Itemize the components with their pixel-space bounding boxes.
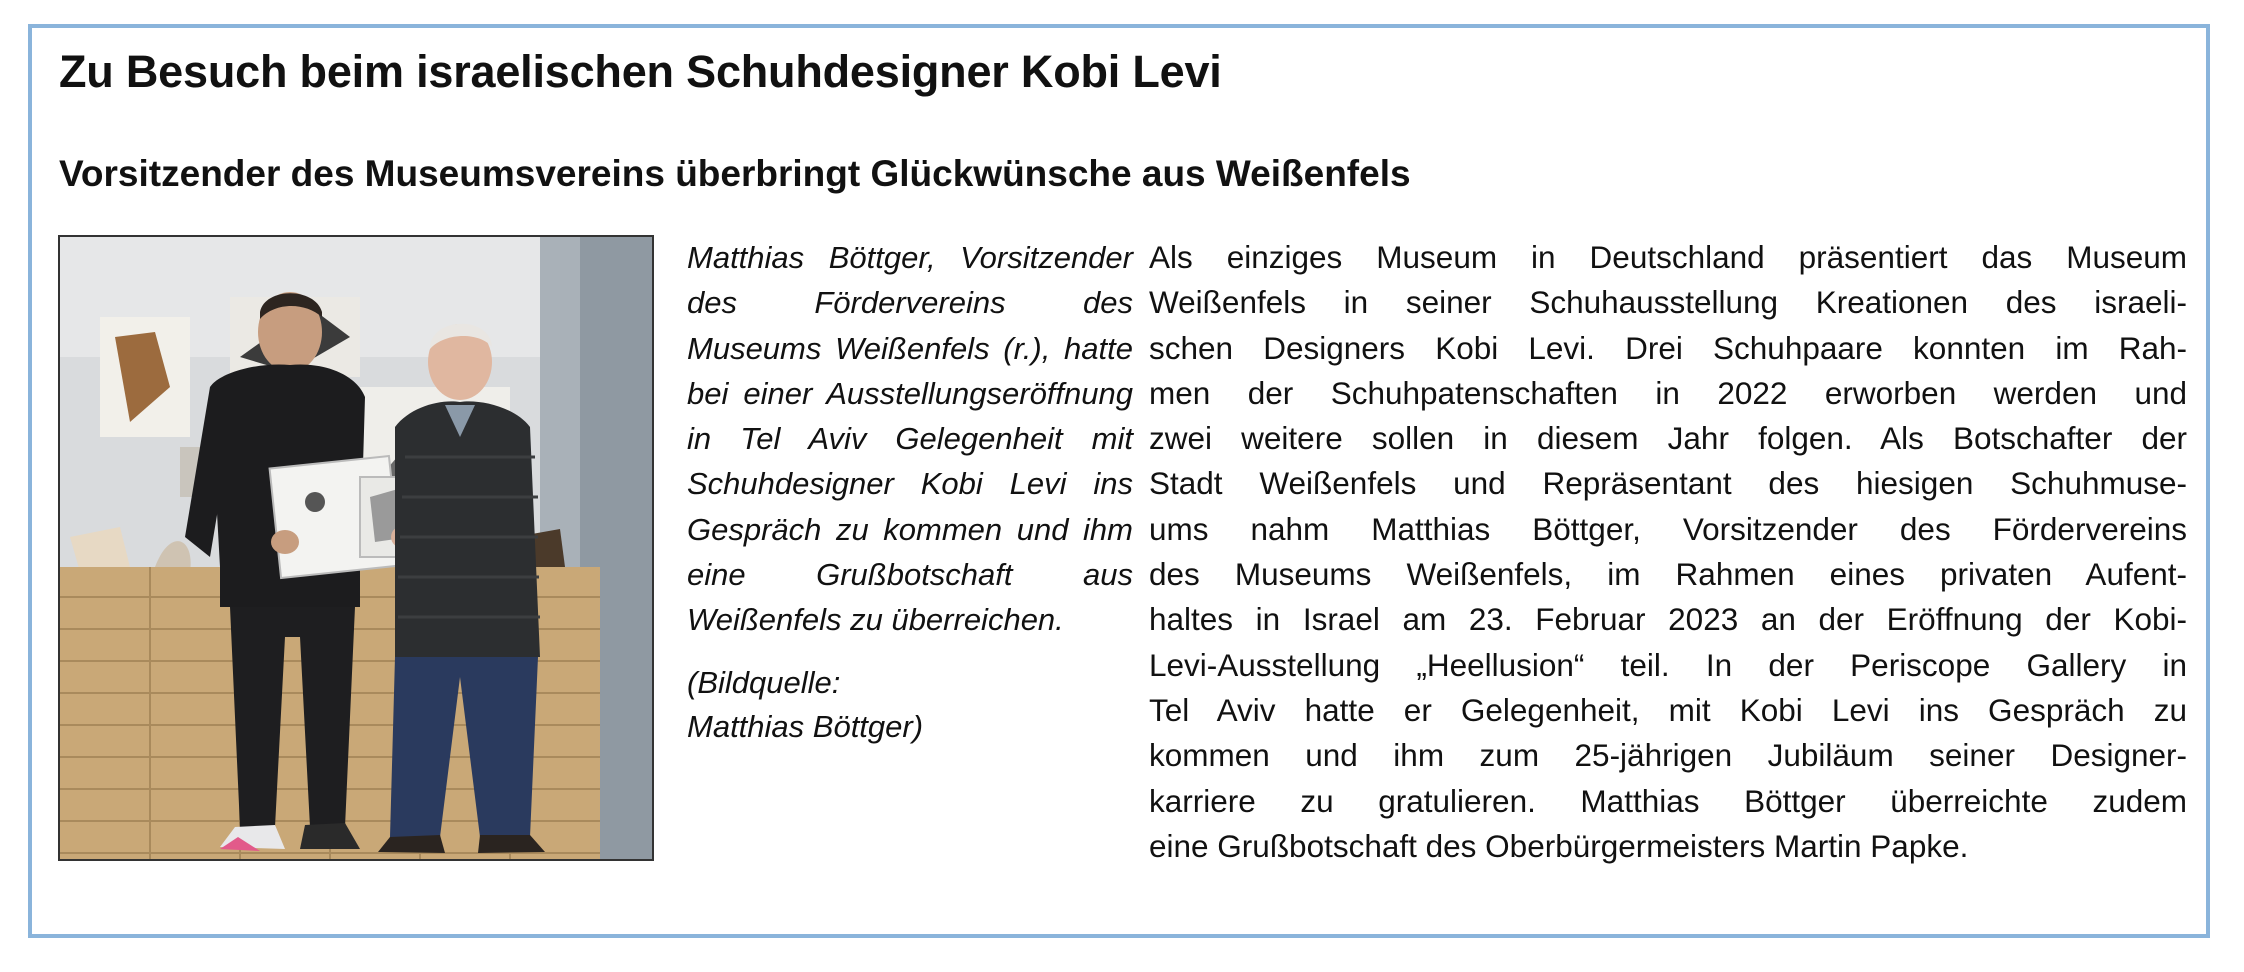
photo-credit	[687, 661, 1133, 749]
headline: Zu Besuch beim israelischen Schuhdesigner Kobi Levi	[59, 46, 1222, 97]
subheadline: Vorsitzender des Museumsvereins überbringt Glückwünsche aus Weißenfels	[59, 153, 1411, 194]
body-line: eine Grußbotschaft des Oberbürgermeisters Martin Papke.	[1149, 827, 1969, 864]
body-line: Weißenfels in seiner Schuhausstellung Kreationen des israeli-	[1149, 284, 2187, 321]
photo-illustration	[60, 237, 652, 859]
body-line: kommen und ihm zum 25-jährigen Jubiläum seiner Designer-	[1149, 737, 2187, 774]
photo-credit-line-2: Matthias Böttger)	[687, 708, 924, 744]
body-line: men der Schuhpatenschaften in 2022 erworben werden und	[1149, 374, 2187, 411]
caption-text: Matthias Böttger, Vorsitzender des Fördervereins des Museums Weißenfels (r.), hatte bei einer Ausstellungseröffnung in Tel Aviv Gelegenheit mit Schuhdesigner Kobi Levi ins Gespräch zu kommen und ihm eine Grußbotschaft aus Weißenfels zu überreichen.	[687, 240, 1133, 638]
body-line: des Museums Weißenfels, im Rahmen eines privaten Aufent-	[1149, 556, 2187, 593]
body-line: Tel Aviv hatte er Gelegenheit, mit Kobi Levi ins Gespräch zu	[1149, 691, 2187, 728]
body-line: karriere zu gratulieren. Matthias Böttger überreichte zudem	[1149, 782, 2187, 819]
article-photo	[58, 235, 654, 861]
body-line: Levi-Ausstellung „Heellusion“ teil. In der Periscope Gallery in	[1149, 646, 2187, 683]
body-line: haltes in Israel am 23. Februar 2023 an der Eröffnung der Kobi-	[1149, 601, 2187, 638]
article-body	[1149, 235, 2187, 869]
body-line: Stadt Weißenfels und Repräsentant des hiesigen Schuhmuse-	[1149, 465, 2187, 502]
body-line: Als einziges Museum in Deutschland präsentiert das Museum	[1149, 239, 2187, 275]
body-line: schen Designers Kobi Levi. Drei Schuhpaare konnten im Rah-	[1149, 329, 2187, 366]
article-box	[28, 24, 2210, 938]
body-line: ums nahm Matthias Böttger, Vorsitzender des Fördervereins	[1149, 510, 2187, 547]
photo-caption	[687, 235, 1133, 749]
body-line: zwei weitere sollen in diesem Jahr folgen. Als Botschafter der	[1149, 420, 2187, 457]
photo-credit-line-1: (Bildquelle:	[687, 664, 841, 700]
